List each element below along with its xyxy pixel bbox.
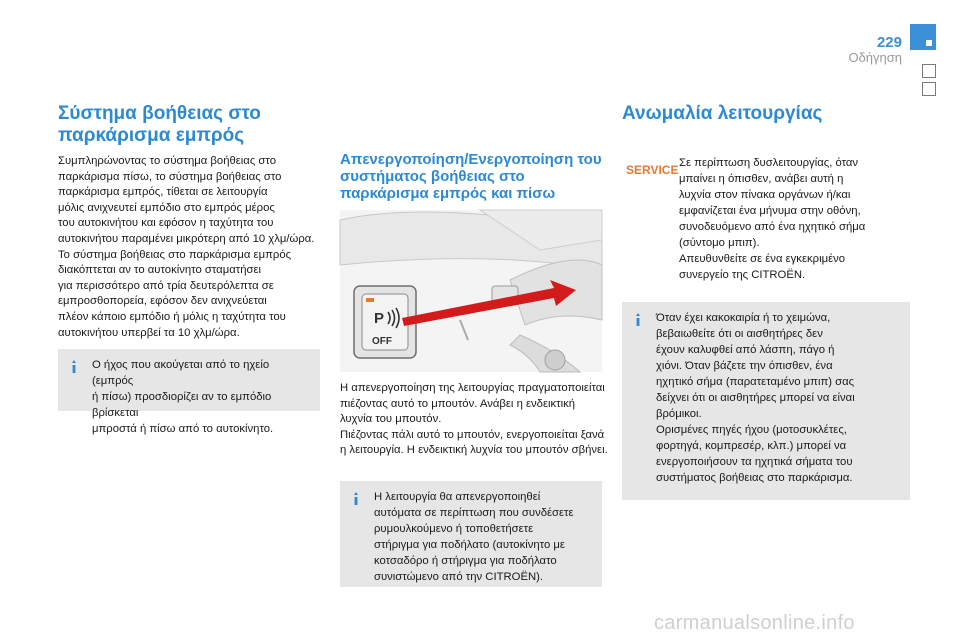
page-number: 229 [876, 34, 902, 51]
note-line: Η λειτουργία θα απενεργοποιηθεί [374, 491, 541, 503]
middle-body [340, 381, 612, 459]
text-line: για περισσότερο από τρία δευτερόλεπτα σε [58, 279, 274, 292]
watermark: carmanualsonline.info [654, 612, 855, 634]
note-line: Ο ήχος που ακούγεται από το ηχείο (εμπρός [92, 359, 270, 387]
note-line: στήριγμα για ποδήλατο (αυτοκίνητο με [374, 539, 565, 551]
note-line: συστήματος βοήθειας στο παρκάρισμα. [656, 472, 853, 484]
note-line: ή πίσω) προσδιορίζει αν το εμπόδιο βρίσκεται [92, 391, 272, 419]
note-line: Ορισμένες πηγές ήχου (μοτοσυκλέτες, [656, 424, 847, 436]
note-line: ενεργοποιήσουν τα ηχητικά σήματα του [656, 456, 853, 468]
off-label: OFF [372, 336, 392, 347]
text-line: αυτοκινήτου υπερβεί τα 10 χλμ/ώρα. [58, 326, 240, 339]
info-note [622, 302, 910, 500]
info-icon [66, 359, 82, 375]
text-line: Πιέζοντας πάλι αυτό το μπουτόν, ενεργοποιείται ξανά [340, 428, 605, 441]
note-line: μπροστά ή πίσω από το αυτοκίνητο. [92, 423, 274, 435]
note-line: αυτόματα σε περίπτωση που συνδέσετε [374, 507, 574, 519]
text-line: αυτοκινήτου παραμένει μικρότερη από 10 χλμ/ώρα. [58, 232, 315, 245]
text-line: (σύντομο μπιπ). [679, 237, 760, 249]
text-line: εμπροσθοπορεία, εφόσον δεν ανιχνεύεται [58, 295, 267, 308]
text-line: του αυτοκινήτου και εφόσον η ταχύτητα του [58, 217, 274, 230]
info-note [58, 349, 320, 435]
service-warning-icon [626, 161, 679, 177]
text-line: μόλις ανιχνευτεί εμπόδιο στο εμπρός μέρος [58, 201, 275, 214]
note-line: βεβαιωθείτε ότι οι αισθητήρες δεν [656, 328, 823, 340]
text-line: Σε περίπτωση δυσλειτουργίας, όταν [679, 157, 859, 169]
note-line: δείχνει ότι οι αισθητήρες μπορεί να είναι [656, 392, 855, 404]
note-line: έχουν καλυφθεί από λάσπη, πάγο ή [656, 344, 835, 356]
text-line: παρκάρισμα πίσω, το σύστημα βοήθειας στο [58, 170, 282, 183]
chapter-tab-icon [910, 24, 936, 50]
text-line: εμφανίζεται ένα μήνυμα στην οθόνη, [679, 205, 861, 217]
text-line: Συμπληρώνοντας το σύστημα βοήθειας στο [58, 155, 276, 167]
right-heading: Ανωμαλία λειτουργίας [622, 103, 823, 124]
square-icon [922, 64, 936, 78]
text-line: συνεργείο της CITROËN. [679, 269, 806, 281]
text-line: διακόπτεται αν το αυτοκίνητο σταματήσει [58, 264, 261, 277]
text-line: πλέον κάποιο εμπόδιο ή μόλις η ταχύτητα του [58, 310, 286, 323]
middle-heading: Απενεργοποίηση/Ενεργοποίηση του συστήματος βοήθειας στο παρκάρισμα εμπρός και πίσω [340, 151, 602, 202]
text-line: μπαίνει η όπισθεν, ανάβει αυτή η [679, 173, 844, 185]
service-label: SERVICE [626, 163, 679, 177]
text-line: Το σύστημα βοήθειας στο παρκάρισμα εμπρός [58, 248, 292, 261]
text-line: πιέζοντας αυτό το μπουτόν. Ανάβει η ενδεικτική [340, 397, 576, 410]
note-line: βρόμικοι. [656, 408, 702, 420]
note-line: Όταν έχει κακοκαιρία ή το χειμώνα, [656, 312, 831, 324]
note-line: χιόνι. Όταν βάζετε την όπισθεν, ένα [656, 360, 833, 372]
note-line: κοτσαδόρο ή στήριγμα για ποδήλατο [374, 555, 557, 567]
left-heading: Σύστημα βοήθειας στο παρκάρισμα εμπρός [58, 103, 261, 146]
right-body [679, 155, 909, 283]
text-line: Η απενεργοποίηση της λειτουργίας πραγματοποιείται [340, 382, 605, 394]
text-line: λυχνία του μπουτόν. [340, 413, 442, 426]
info-icon [630, 312, 646, 328]
note-line: συνιστώμενο από την CITROËN). [374, 571, 544, 583]
note-line: ρυμουλκούμενο ή τοποθετήσετε [374, 523, 534, 535]
info-note [340, 481, 602, 587]
text-line: παρκάρισμα εμπρός, τίθεται σε λειτουργία [58, 186, 268, 199]
info-icon [348, 491, 364, 507]
dashboard-button-photo [340, 210, 602, 372]
note-line: φορτηγά, κομπρεσέρ, κλπ.) μπορεί να [656, 440, 847, 452]
square-icon [922, 82, 936, 96]
section-title: Οδήγηση [848, 50, 902, 65]
text-line: συνοδευόμενο από ένα ηχητικό σήμα [679, 221, 866, 233]
left-body [58, 154, 320, 341]
note-line: ηχητικό σήμα (παρατεταμένο μπιπ) σας [656, 376, 855, 388]
svg-text:P: P [374, 310, 385, 327]
text-line: η λειτουργία. Η ενδεικτική λυχνία του μπουτόν σβήνει. [340, 444, 608, 457]
text-line: λυχνία στον πίνακα οργάνων ή/και [679, 189, 851, 201]
text-line: Απευθυνθείτε σε ένα εγκεκριμένο [679, 253, 846, 265]
